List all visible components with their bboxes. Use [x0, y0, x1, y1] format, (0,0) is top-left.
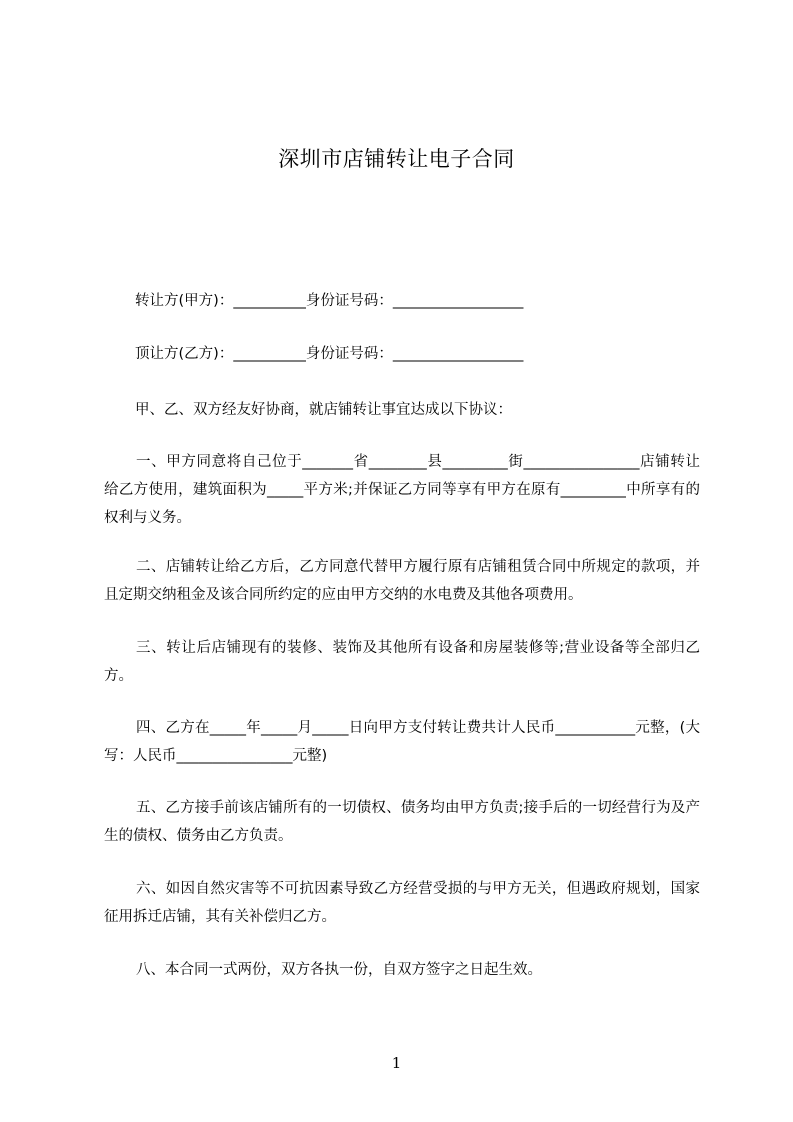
clause-2: 二、店铺转让给乙方后，乙方同意代替甲方履行原有店铺租赁合同中所规定的款项，并且定期交纳租金及该合同所约定的应由甲方交纳的水电费及其他各项费用。 [104, 559, 700, 603]
intro-line: 甲、乙、双方经友好协商，就店铺转让事宜达成以下协议： [135, 402, 512, 418]
clause-3: 三、转让后店铺现有的装修、装饰及其他所有设备和房屋装修等;营业设备等全部归乙方。 [104, 640, 700, 684]
transferee-line: 顶让方(乙方)：__________身份证号码：__________________ [135, 346, 524, 362]
clause-1: 一、甲方同意将自己位于_______省________县_________街________________店铺转让给乙方使用，建筑面积为_____平方米;并保证乙方同等享有甲方在原有_________中所享有的权利与义务。 [104, 454, 700, 526]
clause-5: 五、乙方接手前该店铺所有的一切债权、债务均由甲方负责;接手后的一切经营行为及产生的债权、债务由乙方负责。 [104, 800, 700, 844]
clause-8: 八、本合同一式两份，双方各执一份，自双方签字之日起生效。 [136, 962, 542, 978]
document-title: 深圳市店铺转让电子合同 [278, 147, 515, 171]
page-number: 1 [391, 1054, 402, 1072]
clause-6: 六、如因自然灾害等不可抗因素导致乙方经营受损的与甲方无关，但遇政府规划，国家征用拆迁店铺，其有关补偿归乙方。 [104, 881, 700, 925]
transferor-line: 转让方(甲方)：__________身份证号码：__________________ [135, 293, 524, 309]
clause-4: 四、乙方在_____年_____月_____日向甲方支付转让费共计人民币___________元整，(大写：人民币________________元整) [104, 720, 700, 764]
